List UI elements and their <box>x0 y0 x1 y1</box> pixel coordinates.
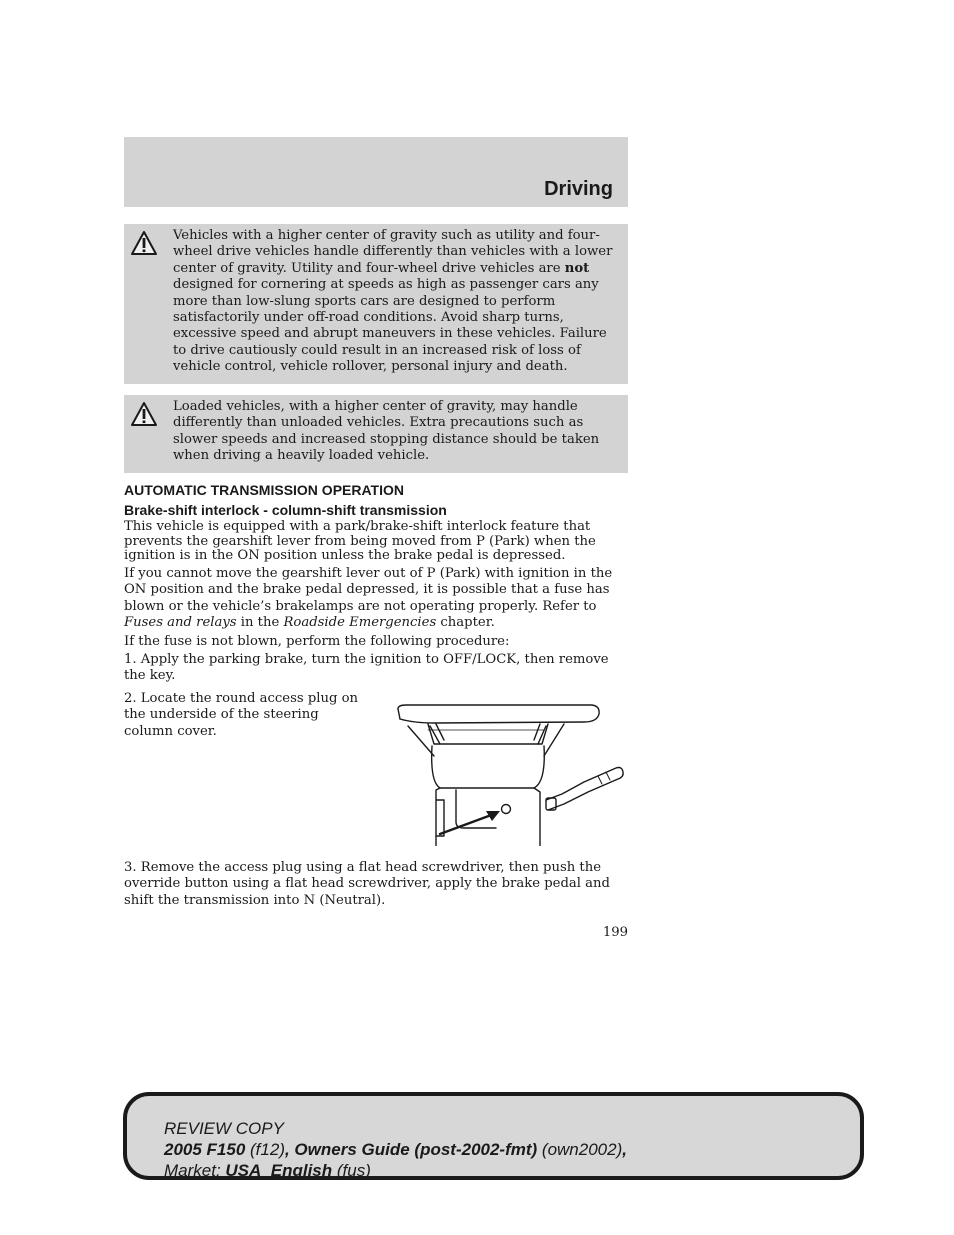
market-name: USA_English <box>225 1161 333 1180</box>
model-name: 2005 F150 <box>164 1140 246 1159</box>
warning-box-loaded-vehicle <box>124 395 628 473</box>
step-1: 1. Apply the parking brake, turn the ignition to OFF/LOCK, then remove the key. <box>124 652 609 684</box>
review-copy-text <box>164 1118 627 1181</box>
warning-text-part: Vehicles with a higher center of gravity such as utility and four-wheel drive vehicles handle differently than vehicles with a lower center of gravity. Utility and four-wheel drive vehicles are <box>173 228 613 276</box>
warning-box-rollover <box>124 224 628 384</box>
reference-roadside: Roadside Emergencies <box>283 615 437 631</box>
warning-text: Loaded vehicles, with a higher center of gravity, may handle differently than unloaded vehicles. Extra precautions such as slower speeds and increased stopping distance should be taken when driving a heavily loaded vehicle. <box>173 399 600 464</box>
paragraph-interlock: This vehicle is equipped with a park/brake-shift interlock feature that prevents the gearshift lever from being moved from P (Park) when the ignition is in the ON position unless the brake pedal is depressed. <box>124 519 596 564</box>
warning-text-bold: not <box>564 260 590 276</box>
review-copy-label: REVIEW COPY <box>164 1119 284 1138</box>
guide-name: , Owners Guide (post-2002-fmt) <box>284 1140 538 1159</box>
market-line <box>164 1160 627 1181</box>
document-info-line <box>164 1139 627 1160</box>
step-2: 2. Locate the round access plug on the underside of the steering column cover. <box>124 691 359 739</box>
page-number: 199 <box>602 925 628 940</box>
section-subheading: Brake-shift interlock - column-shift transmission <box>124 502 447 518</box>
paragraph-text: in the <box>236 615 284 631</box>
paragraph-fuse <box>124 566 628 632</box>
warning-text-part: designed for cornering at speeds as high as passenger cars any more than low-slung sports cars are designed to perform satisfactorily under off-road conditions. Avoid sharp turns, excessive speed and abrupt maneuvers in these vehicles. Failure to drive cautiously could result in an increased risk of loss of vehicle control, vehicle rollover, personal injury and death. <box>173 277 607 375</box>
step-3: 3. Remove the access plug using a flat head screwdriver, then push the override button using a flat head screwdriver, apply the brake pedal and shift the transmission into N (Neutral). <box>124 860 610 908</box>
warning-triangle-icon <box>130 230 158 256</box>
line-comma: , <box>622 1140 627 1159</box>
warning-triangle-icon <box>130 401 158 427</box>
market-code: (fus) <box>332 1161 371 1180</box>
steering-column-illustration <box>394 700 628 846</box>
warning-text <box>130 228 622 376</box>
paragraph-procedure-intro: If the fuse is not blown, perform the following procedure: <box>124 634 510 649</box>
model-code: (f12) <box>245 1140 285 1159</box>
reference-fuses: Fuses and relays <box>124 615 237 631</box>
section-title: Driving <box>544 178 613 200</box>
review-copy-footer <box>123 1092 864 1180</box>
market-label: Market: <box>164 1161 226 1180</box>
paragraph-text: chapter. <box>436 615 495 631</box>
section-header-band <box>124 137 628 207</box>
paragraph-text: If you cannot move the gearshift lever out of P (Park) with ignition in the ON position and the brake pedal depressed, it is possible that a fuse has blown or the vehicle’s brakelamps are not operating properly. Refer to <box>124 566 613 614</box>
guide-code: (own2002) <box>537 1140 623 1159</box>
section-heading: AUTOMATIC TRANSMISSION OPERATION <box>124 482 404 498</box>
